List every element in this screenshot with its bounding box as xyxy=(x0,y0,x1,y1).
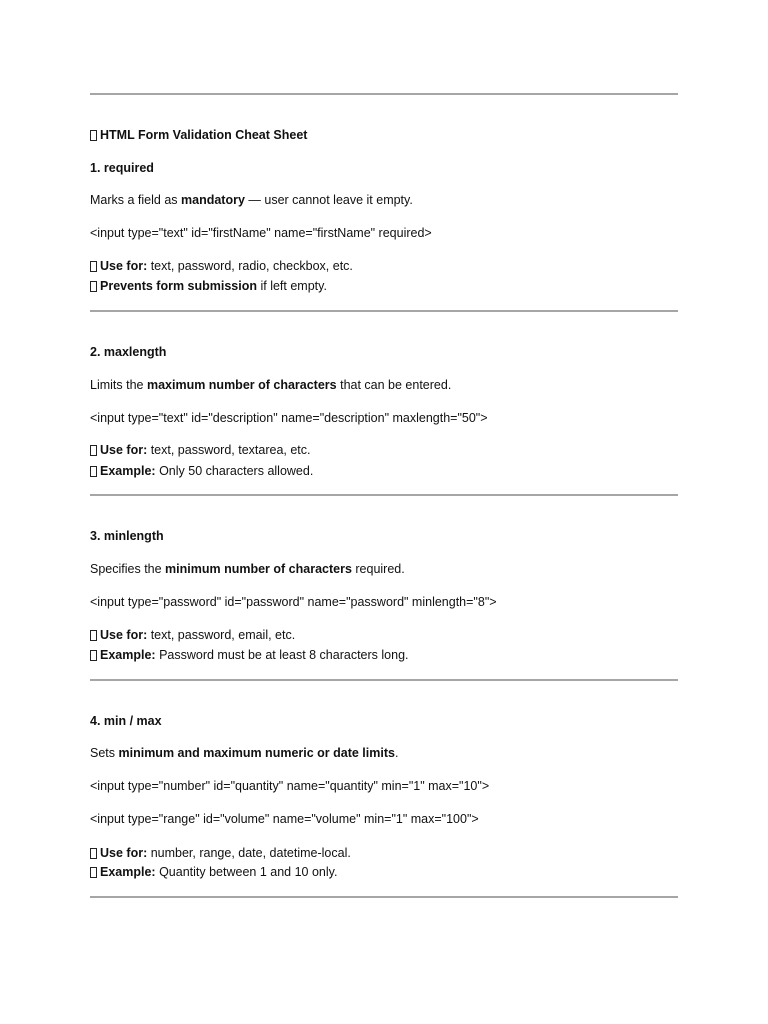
bullet-icon xyxy=(90,281,97,292)
bullet-icon xyxy=(90,130,97,141)
divider xyxy=(90,93,678,95)
section-heading: 1. required xyxy=(90,161,154,175)
divider xyxy=(90,679,678,681)
bullet-icon xyxy=(90,650,97,661)
use-for-line: Use for: number, range, date, datetime-local. xyxy=(90,845,690,861)
section-heading: 4. min / max xyxy=(90,714,162,728)
document-title: HTML Form Validation Cheat Sheet xyxy=(100,128,308,142)
use-for-line: Use for: text, password, textarea, etc. xyxy=(90,442,690,458)
example-line: Example: Only 50 characters allowed. xyxy=(90,463,690,479)
code-example: <input type="password" id="password" name="password" minlength="8"> xyxy=(90,595,497,609)
use-for-line: Use for: text, password, radio, checkbox, etc. xyxy=(90,258,690,274)
section-description: Specifies the minimum number of characters required. xyxy=(90,562,405,576)
use-for-line: Use for: text, password, email, etc. xyxy=(90,627,690,643)
code-example: <input type="text" id="description" name="description" maxlength="50"> xyxy=(90,411,488,425)
section-description: Sets minimum and maximum numeric or date limits. xyxy=(90,746,399,760)
bullet-icon xyxy=(90,466,97,477)
code-example: <input type="text" id="firstName" name="firstName" required> xyxy=(90,226,432,240)
divider xyxy=(90,310,678,312)
example-line: Example: Quantity between 1 and 10 only. xyxy=(90,864,690,880)
example-line: Example: Password must be at least 8 characters long. xyxy=(90,647,690,663)
code-example: <input type="number" id="quantity" name="quantity" min="1" max="10"> xyxy=(90,779,490,793)
section-description: Marks a field as mandatory — user cannot leave it empty. xyxy=(90,193,413,207)
note-line: Prevents form submission if left empty. xyxy=(90,278,690,294)
bullet-icon xyxy=(90,445,97,456)
bullet-icon xyxy=(90,848,97,859)
bullet-icon xyxy=(90,630,97,641)
document-title-line xyxy=(90,127,690,143)
section-heading: 3. minlength xyxy=(90,529,164,543)
bullet-icon xyxy=(90,261,97,272)
section-description: Limits the maximum number of characters that can be entered. xyxy=(90,378,452,392)
section-heading: 2. maxlength xyxy=(90,345,167,359)
code-example: <input type="range" id="volume" name="volume" min="1" max="100"> xyxy=(90,812,479,826)
divider xyxy=(90,494,678,496)
divider xyxy=(90,896,678,898)
bullet-icon xyxy=(90,867,97,878)
